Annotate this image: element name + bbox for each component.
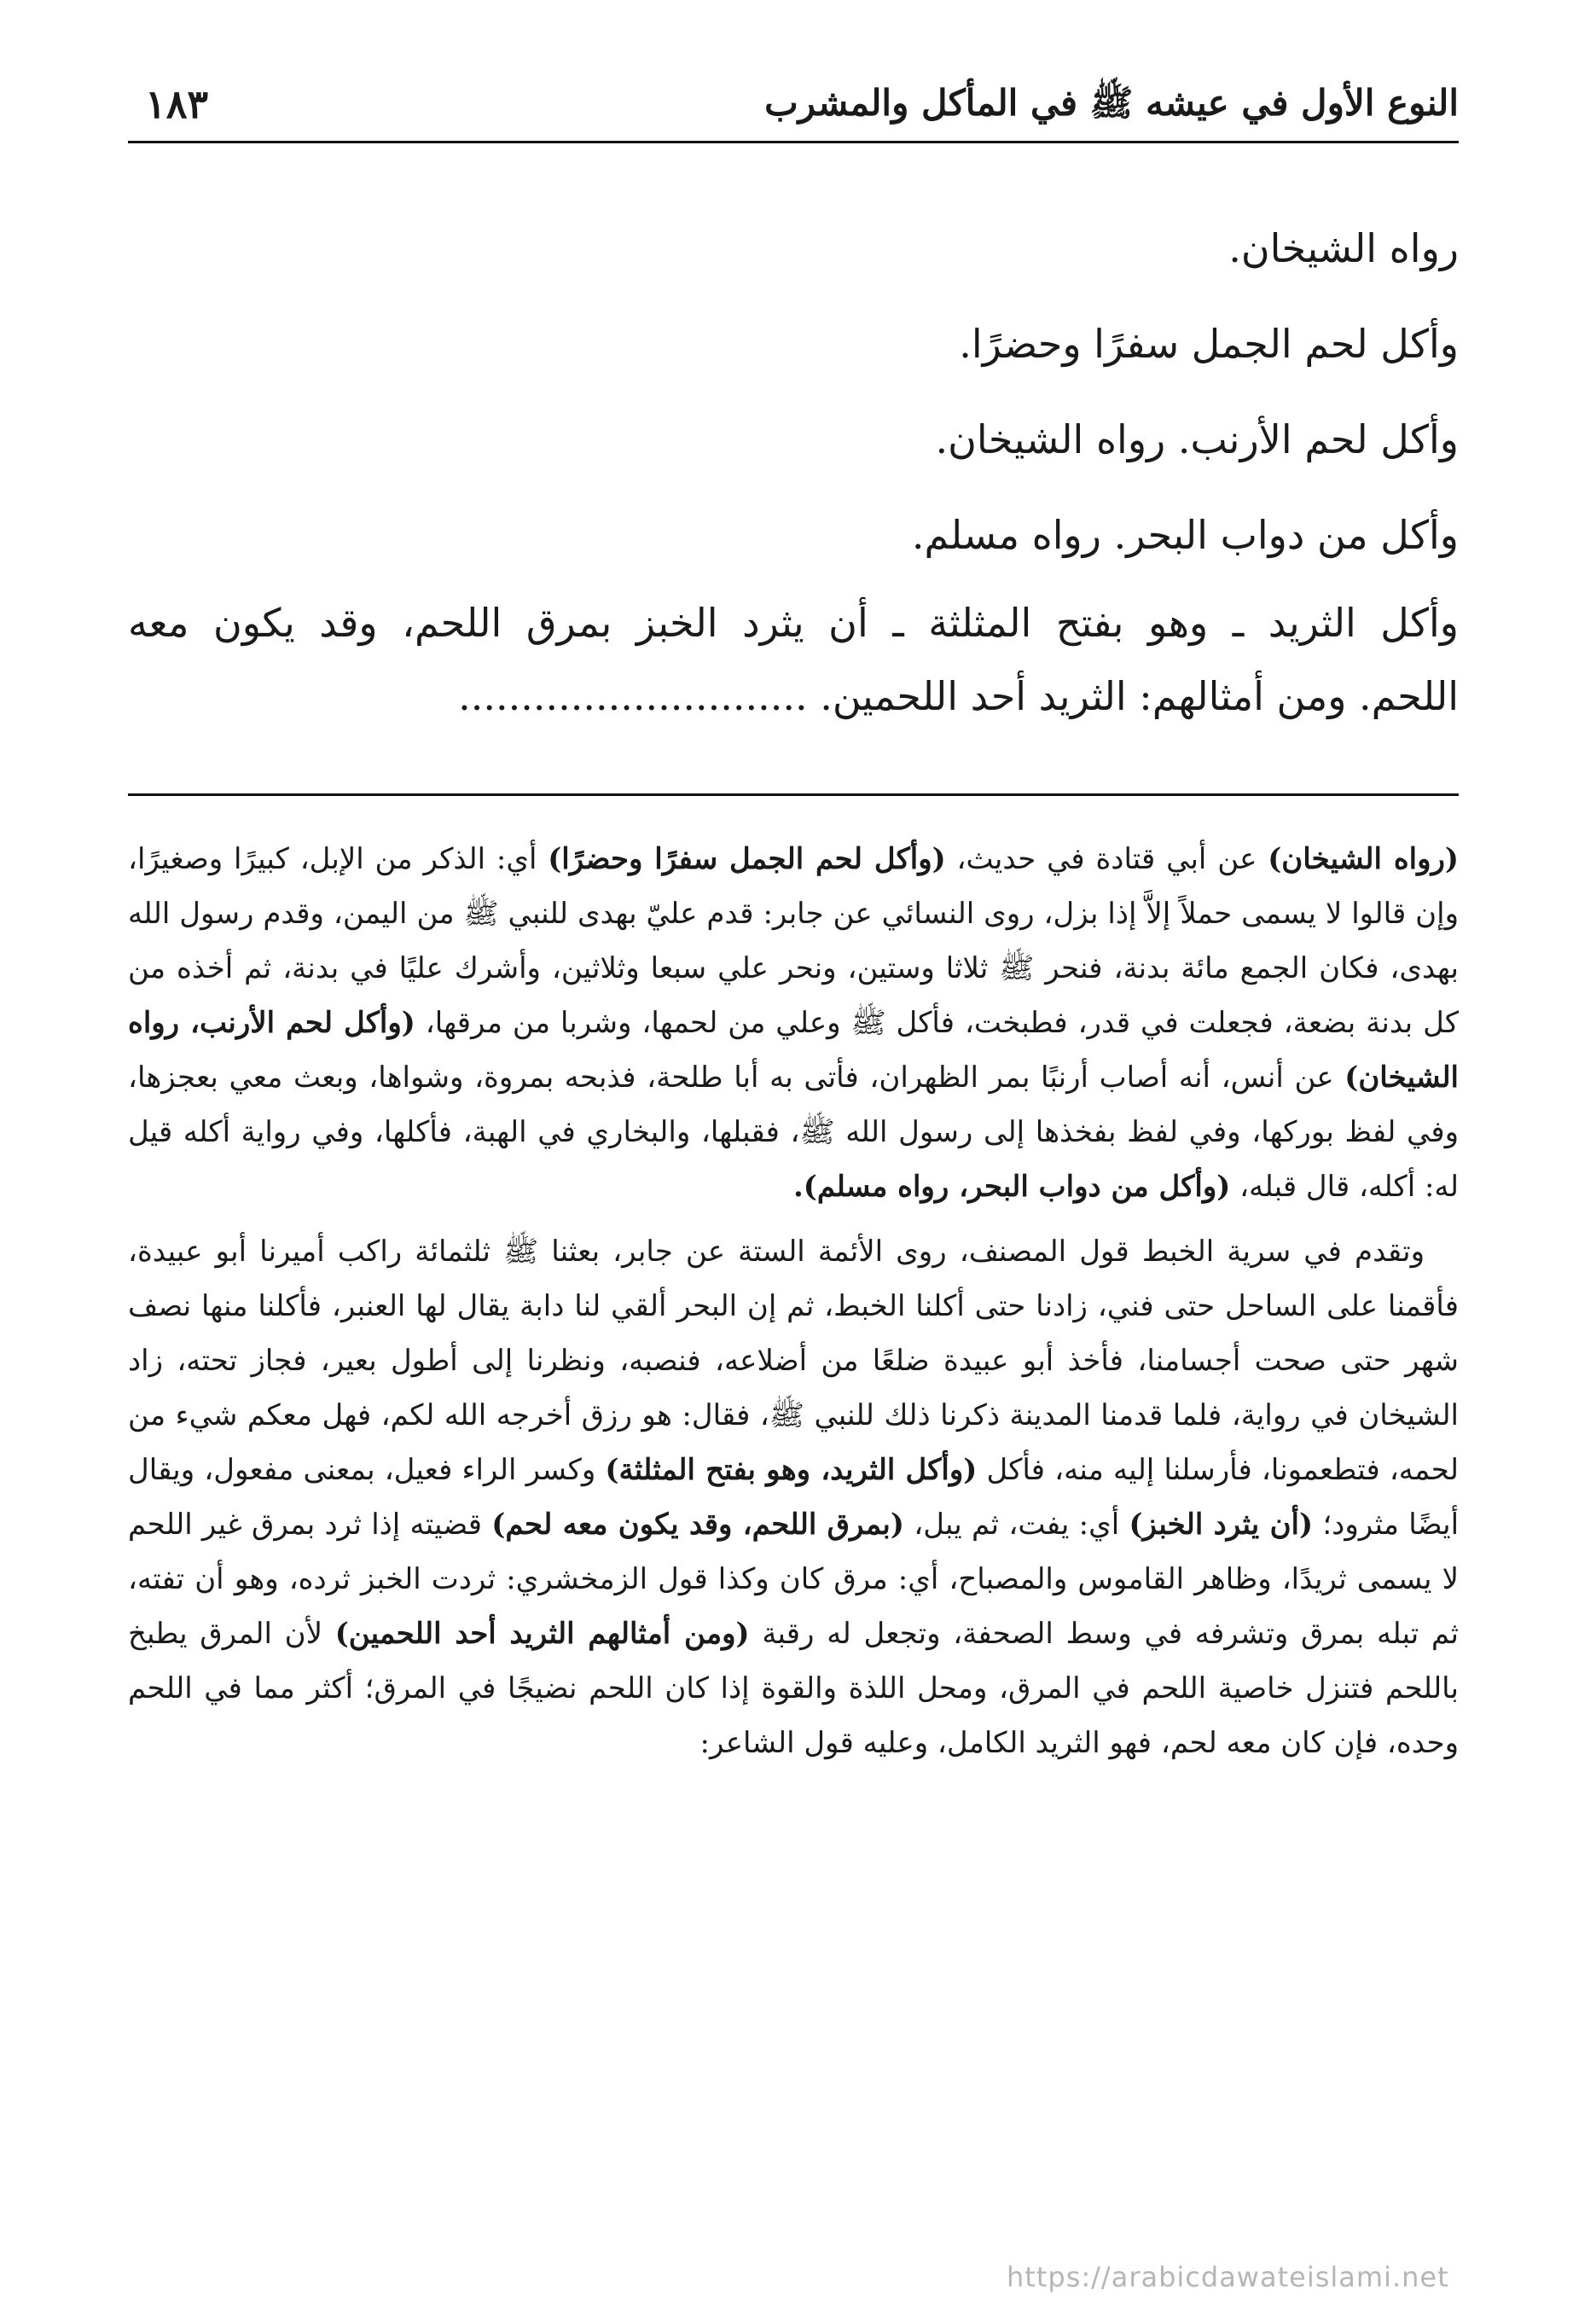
bold-quote: (بمرق اللحم، وقد يكون معه لحم)	[491, 1508, 904, 1542]
bold-quote: (ومن أمثالهم الثريد أحد اللحمين)	[334, 1617, 750, 1651]
page-number: ١٨٣	[145, 81, 209, 127]
document-page	[128, 81, 1459, 2299]
commentary-paragraph	[128, 832, 1459, 1214]
commentary-paragraph	[128, 1224, 1459, 1770]
bold-quote: (أن يثرد الخبز)	[1129, 1508, 1314, 1542]
commentary-text: وتقدم في سرية الخبط قول المصنف، روى الأئمة الستة عن جابر، بعثنا ﷺ ثلثمائة راكب أميرنا أبو عبيدة، فأقمنا على الساحل حتى فني، زادنا حتى أكلنا الخبط، ثم إن البحر ألقي لنا دابة يقال لها العنبر، فأكلنا منها نصف شهر حتى صحت أجسامنا، فأخذ أبو عبيدة ضلعًا من أضلاعه، فنصبه، ونظرنا إلى أطول بعير، فجاز تحته، زاد الشيخان في رواية، فلما قدمنا المدينة ذكرنا ذلك للنبي ﷺ، فقال: هو رزق أخرجه الله لكم، فهل معكم شيء من لحمه، فتطعمونا، فأرسلنا إليه منه، فأكل	[128, 1235, 1460, 1487]
watermark: https://arabicdawateislami.net	[1007, 2261, 1449, 2293]
commentary-text: أي: يفت، ثم يبل،	[903, 1508, 1129, 1542]
dotted-leader: ............................	[458, 673, 808, 719]
running-title: النوع الأول في عيشه ﷺ في المأكل والمشرب	[764, 82, 1459, 124]
commentary-text: عن أنس، أنه أصاب أرنبًا بمر الظهران، فأتى به أبا طلحة، فذبحه بمروة، وشواها، وبعث معي بعجزها، وفي لفظ بوركها، وفي لفظ بفخذها إلى رسول الله ﷺ، فقبلها، والبخاري في الهبة، فأكلها، وفي رواية أكله قيل له: أكله، قال قبله،	[128, 1060, 1459, 1204]
main-text-line: وأكل الثريد ـ وهو بفتح المثلثة ـ أن يثرد الخبز بمرق اللحم، وقد يكون معه	[128, 600, 1459, 646]
bold-quote: (وأكل الثريد، وهو بفتح المثلثة)	[605, 1453, 978, 1487]
main-text-line-content: اللحم. ومن أمثالهم: الثريد أحد اللحمين.	[820, 673, 1459, 719]
main-text-line: رواه الشيخان.	[1228, 225, 1459, 271]
bold-quote: (رواه الشيخان)	[1268, 842, 1459, 876]
main-text	[128, 200, 1459, 729]
page-header	[128, 81, 1459, 143]
bold-quote: (وأكل لحم الأرنب، رواه الشيخان)	[128, 1006, 1459, 1095]
commentary-text: عن أبي قتادة في حديث،	[945, 842, 1268, 876]
main-text-line: وأكل من دواب البحر. رواه مسلم.	[911, 512, 1459, 558]
commentary-text: لأن المرق يطبخ باللحم فتنزل خاصية اللحم في المرق، ومحل اللذة والقوة إذا كان اللحم نضيجًا في المرق؛ أكثر مما في اللحم وحده، فإن كان معه لحم، فهو الثريد الكامل، وعليه قول الشاعر:	[128, 1617, 1459, 1760]
main-text-line: وأكل لحم الأرنب. رواه الشيخان.	[935, 416, 1459, 462]
commentary-paragraph-body	[128, 1235, 1459, 1760]
commentary-text: قضيته إذا ثرد بمرق غير اللحم لا يسمى ثريدًا، وظاهر القاموس والمصباح، أي: مرق كان وكذا قول الزمخشري: ثردت الخبز ثرده، وهو أن تفته، ثم تبله بمرق وتشرفه في وسط الصحفة، وتجعل له رقبة	[128, 1508, 1459, 1651]
commentary-text: أي: الذكر من الإبل، كبيرًا وصغيرًا، وإن قالوا لا يسمى حملاً إلاَّ إذا بزل، روى النسائي عن جابر: قدم عليّ بهدى للنبي ﷺ من اليمن، وقدم رسول الله بهدى، فكان الجمع مائة بدنة، فنحر ﷺ ثلاثا وستين، ونحر علي سبعا وثلاثين، وأشرك عليًا في بدنة، ثم أخذه من كل بدنة بضعة، فجعلت في قدر، فطبخت، فأكل ﷺ وعلي من لحمها، وشربا من مرقها،	[128, 842, 1460, 1040]
main-text-line: وأكل لحم الجمل سفرًا وحضرًا.	[959, 321, 1459, 367]
footnote-divider	[128, 793, 1459, 796]
bold-quote: (وأكل لحم الجمل سفرًا وحضرًا)	[548, 842, 946, 876]
bold-quote: (وأكل من دواب البحر، رواه مسلم).	[792, 1170, 1231, 1204]
main-text-line	[128, 663, 1459, 729]
commentary	[128, 832, 1459, 1781]
commentary-text: وكسر الراء فعيل، بمعنى مفعول، ويقال أيضًا مثرود؛	[128, 1453, 1460, 1542]
